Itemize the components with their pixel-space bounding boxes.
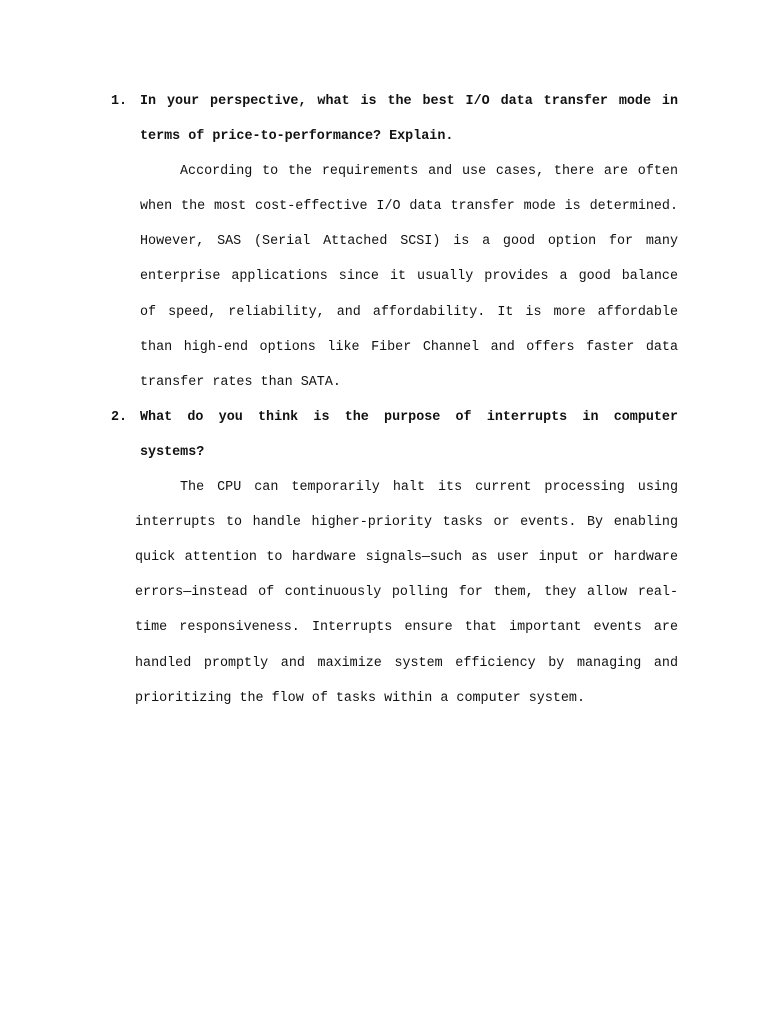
question-item-2 xyxy=(111,400,678,716)
answer-paragraph-1: According to the requirements and use cases, there are often when the most cost-effective I/O data transfer mode is determined. However, SAS (Serial Attached SCSI) is a good option for many enterprise applications since it usually provides a good balance of speed, reliability, and affordability. It is more affordable than high-end options like Fiber Channel and offers faster data transfer rates than SATA. xyxy=(140,164,678,390)
question-list xyxy=(111,84,678,716)
question-item-1 xyxy=(111,84,678,400)
question-heading-2 xyxy=(111,400,678,470)
question-text: In your perspective, what is the best I/O data transfer mode in terms of price-to-performance? Explain. xyxy=(140,94,678,145)
question-heading-1 xyxy=(111,84,678,154)
question-number: 1. xyxy=(111,94,128,109)
answer-paragraph-2: The CPU can temporarily halt its current processing using interrupts to handle higher-priority tasks or events. By enabling quick attention to hardware signals—such as user input or hardware errors—instead of continuously polling for them, they allow real-time responsiveness. Interrupts ensure that important events are handled promptly and maximize system efficiency by managing and prioritizing the flow of tasks within a computer system. xyxy=(135,480,678,706)
question-text: What do you think is the purpose of interrupts in computer systems? xyxy=(140,409,678,460)
question-number: 2. xyxy=(111,409,128,425)
